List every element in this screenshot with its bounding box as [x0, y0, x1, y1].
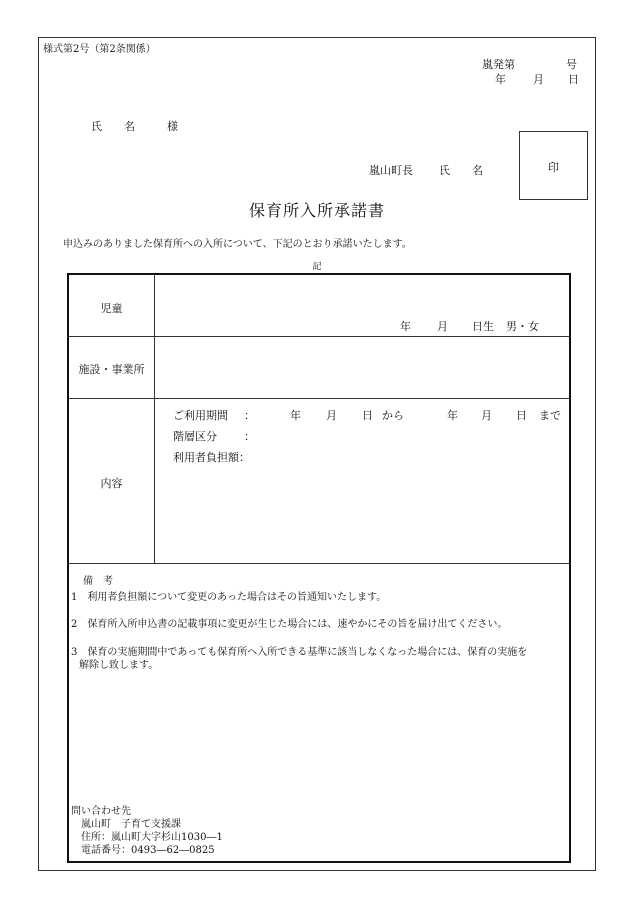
period-to-word: まで — [539, 409, 561, 422]
seal-box — [519, 131, 588, 200]
contact-heading: 問い合わせ先 — [71, 806, 131, 817]
period-from-day: 日 — [362, 409, 373, 422]
remark-item-1: 1 利用者負担額について変更のあった場合はその旨通知いたします。 — [71, 592, 387, 603]
period-from-year: 年 — [290, 409, 301, 422]
period-from-month: 月 — [326, 409, 337, 422]
date-day: 日 — [568, 73, 579, 86]
issuer-name-label: 氏 名 — [439, 164, 483, 177]
issue-number-suffix: 号 — [566, 58, 577, 71]
date-year: 年 — [495, 73, 506, 86]
period-to-day: 日 — [516, 409, 527, 422]
remark-item-2: 2 保育所入所申込書の記載事項に変更が生じた場合には、速やかにその旨を届け出てください。 — [71, 619, 508, 630]
content-label: 内容 — [100, 477, 123, 490]
child-birth-year: 年 — [400, 320, 411, 333]
class-colon: ： — [244, 430, 255, 443]
details-table — [67, 273, 571, 863]
seal-mark: 印 — [548, 161, 559, 174]
addressee-honorific: 様 — [167, 120, 178, 133]
issue-number-prefix: 嵐発第 — [482, 58, 515, 71]
contact-address: 住所：嵐山町大字杉山1030―1 — [81, 832, 223, 843]
row-divider-content — [69, 563, 569, 564]
period-label: ご利用期間 — [173, 409, 228, 422]
form-page — [38, 37, 596, 871]
remark-item-3: 3 保育の実施期間中であっても保育所へ入所できる基準に該当しなくなった場合には、保育の実施を — [71, 647, 528, 658]
class-label: 階層区分 — [173, 430, 217, 443]
period-to-year: 年 — [447, 409, 458, 422]
label-column-divider — [154, 275, 155, 563]
period-to-month: 月 — [481, 409, 492, 422]
row-divider-facility — [69, 398, 569, 399]
child-label: 児童 — [100, 302, 123, 315]
remark-item-3-continuation: 解除し致します。 — [79, 660, 159, 671]
intro-text: 申込みのありました保育所への入所について、下記のとおり承諾いたします。 — [63, 239, 412, 250]
document-title: 保育所入所承諾書 — [248, 201, 385, 220]
addressee-name-label: 氏 名 — [91, 120, 135, 133]
child-gender: 男・女 — [506, 320, 539, 333]
ki-marker: 記 — [312, 262, 322, 272]
issuer-title: 嵐山町長 — [369, 164, 413, 177]
fee-label: 利用者負担額： — [173, 451, 250, 464]
contact-office: 嵐山町 子育て支援課 — [81, 819, 181, 830]
date-month: 月 — [533, 73, 544, 86]
facility-label: 施設・事業所 — [78, 363, 145, 376]
contact-phone: 電話番号：0493―62―0825 — [81, 845, 215, 856]
period-from-word: から — [382, 409, 404, 422]
child-birth-month: 月 — [437, 320, 448, 333]
row-divider-child — [69, 336, 569, 337]
form-number: 様式第2号（第2条関係） — [43, 44, 156, 55]
remarks-heading: 備 考 — [83, 576, 113, 587]
child-birth-day: 日生 — [472, 320, 494, 333]
period-colon: ： — [244, 409, 255, 422]
